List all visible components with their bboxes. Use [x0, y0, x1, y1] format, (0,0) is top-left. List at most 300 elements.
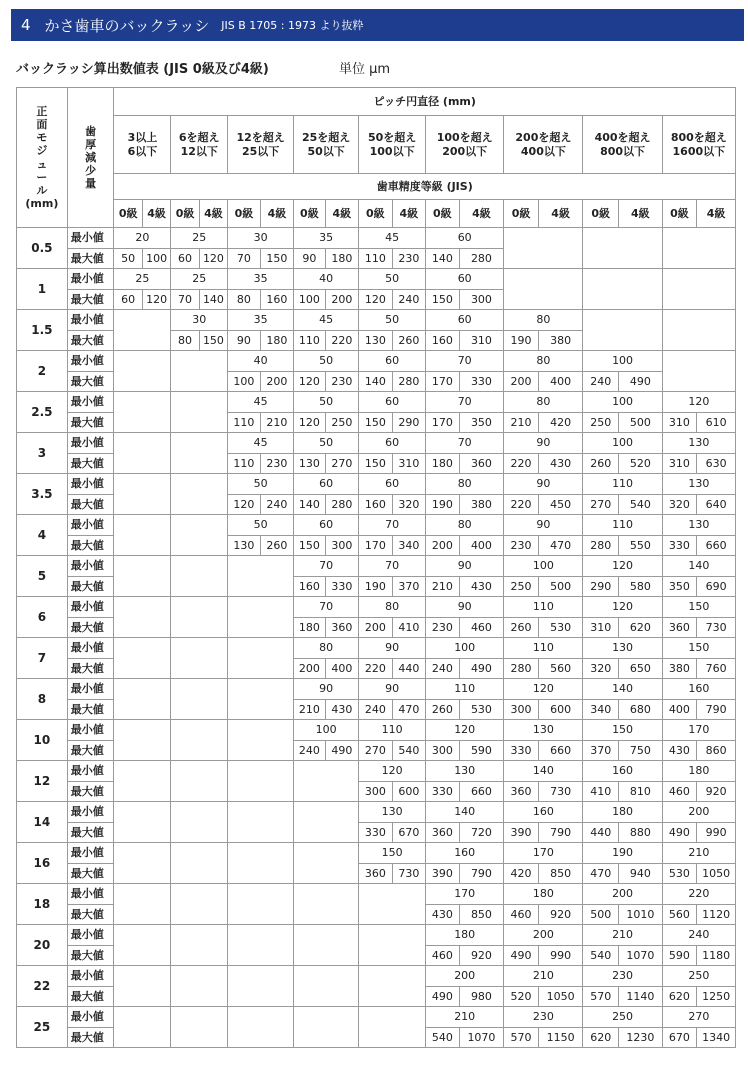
max-value-grade0: 120: [359, 289, 393, 310]
max-value-grade0: 360: [426, 822, 460, 843]
module-header-char: (mm): [25, 197, 59, 211]
max-value-grade4: 850: [538, 863, 583, 884]
max-value-grade4: 140: [199, 289, 227, 310]
max-value-grade4: 330: [325, 576, 359, 597]
max-value-grade0: 420: [504, 863, 539, 884]
min-value: 70: [294, 597, 359, 618]
max-value-grade0: 140: [294, 494, 325, 515]
empty-cell: [662, 228, 735, 269]
min-value: 150: [583, 720, 662, 741]
table-title: バックラッシ算出数値表 (JIS 0級及び4級): [16, 62, 269, 77]
pitch-range-line: 800を超え: [670, 131, 727, 145]
min-value: 120: [426, 720, 504, 741]
module-header-char: ー: [36, 170, 48, 184]
empty-cell: [171, 597, 228, 638]
table-row: [17, 515, 736, 536]
min-label: 最小値: [67, 638, 114, 659]
max-value-grade0: 190: [359, 576, 393, 597]
min-label: 最小値: [67, 515, 114, 536]
max-value-grade4: 380: [459, 494, 504, 515]
empty-cell: [359, 966, 426, 1007]
max-value-grade4: 310: [459, 330, 504, 351]
min-value: 25: [171, 228, 228, 249]
table-row: [17, 720, 736, 741]
max-label: 最大値: [67, 658, 114, 679]
min-value: 170: [662, 720, 735, 741]
empty-cell: [228, 843, 294, 884]
max-value-grade0: 180: [294, 617, 325, 638]
min-value: 140: [426, 802, 504, 823]
max-value-grade0: 240: [359, 699, 393, 720]
max-value-grade4: 430: [538, 453, 583, 474]
module-value: 10: [17, 720, 68, 761]
max-label: 最大値: [67, 535, 114, 556]
grade-0-header: 0級: [583, 200, 619, 228]
table-row: [17, 966, 736, 987]
max-value-grade0: 220: [504, 453, 539, 474]
max-value-grade4: 280: [459, 248, 504, 269]
max-value-grade0: 290: [583, 576, 619, 597]
max-value-grade0: 320: [662, 494, 697, 515]
pitch-range-line: 25以下: [241, 144, 280, 158]
min-value: 110: [504, 638, 583, 659]
empty-cell: [228, 761, 294, 802]
empty-cell: [583, 310, 662, 351]
max-label: 最大値: [67, 781, 114, 802]
max-value-grade4: 360: [325, 617, 359, 638]
max-value-grade4: 990: [538, 945, 583, 966]
min-value: 50: [359, 310, 426, 331]
max-value-grade0: 70: [228, 248, 260, 269]
empty-cell: [171, 638, 228, 679]
empty-cell: [662, 351, 735, 392]
table-row: [17, 597, 736, 618]
pitch-range-header: [504, 116, 583, 174]
min-label: 最小値: [67, 1007, 114, 1028]
thickness-header-char: 歯: [85, 124, 97, 138]
max-label: 最大値: [67, 289, 114, 310]
empty-cell: [171, 515, 228, 556]
max-value-grade4: 330: [459, 371, 504, 392]
min-label: 最小値: [67, 556, 114, 577]
module-value: 14: [17, 802, 68, 843]
max-value-grade4: 660: [459, 781, 504, 802]
max-value-grade4: 400: [459, 535, 504, 556]
max-value-grade0: 240: [583, 371, 619, 392]
grade-0-header: 0級: [228, 200, 260, 228]
empty-cell: [114, 679, 171, 720]
grade-4-header: 4級: [325, 200, 359, 228]
max-value-grade0: 270: [583, 494, 619, 515]
max-value-grade0: 150: [359, 412, 393, 433]
max-value-grade0: 300: [426, 740, 460, 761]
min-label: 最小値: [67, 392, 114, 413]
min-value: 160: [426, 843, 504, 864]
max-value-grade4: 470: [538, 535, 583, 556]
empty-cell: [114, 1007, 171, 1048]
max-value-grade0: 100: [294, 289, 325, 310]
max-value-grade4: 650: [619, 658, 663, 679]
max-value-grade0: 590: [662, 945, 697, 966]
min-label: 最小値: [67, 228, 114, 249]
max-value-grade0: 360: [662, 617, 697, 638]
max-label: 最大値: [67, 330, 114, 351]
min-value: 80: [426, 515, 504, 536]
max-value-grade4: 440: [392, 658, 426, 679]
min-value: 45: [294, 310, 359, 331]
max-value-grade0: 260: [426, 699, 460, 720]
pitch-range-line: 200以下: [442, 144, 488, 158]
max-value-grade0: 340: [583, 699, 619, 720]
max-value-grade4: 230: [325, 371, 359, 392]
accuracy-grade-header: 歯車精度等級 (JIS): [114, 174, 736, 200]
empty-cell: [504, 228, 583, 269]
max-label: 最大値: [67, 617, 114, 638]
min-value: 240: [662, 925, 735, 946]
max-value-grade0: 300: [504, 699, 539, 720]
module-header-char: ュ: [36, 157, 48, 171]
pitch-range-line: 100を超え: [436, 131, 493, 145]
max-label: 最大値: [67, 494, 114, 515]
max-value-grade4: 730: [392, 863, 426, 884]
max-value-grade4: 280: [392, 371, 426, 392]
max-value-grade0: 160: [426, 330, 460, 351]
max-value-grade4: 120: [142, 289, 170, 310]
pitch-range-line: 50を超え: [367, 131, 417, 145]
max-value-grade4: 980: [459, 986, 504, 1007]
max-value-grade4: 280: [325, 494, 359, 515]
empty-cell: [171, 884, 228, 925]
empty-cell: [171, 720, 228, 761]
module-column-header: [17, 88, 68, 228]
max-value-grade4: 1010: [619, 904, 663, 925]
max-label: 最大値: [67, 453, 114, 474]
grade-0-header: 0級: [504, 200, 539, 228]
max-value-grade0: 140: [426, 248, 460, 269]
max-value-grade4: 860: [697, 740, 736, 761]
max-value-grade4: 380: [538, 330, 583, 351]
max-value-grade4: 260: [260, 535, 294, 556]
max-value-grade0: 80: [228, 289, 260, 310]
min-value: 170: [504, 843, 583, 864]
min-value: 70: [426, 351, 504, 372]
min-value: 110: [583, 515, 662, 536]
max-label: 最大値: [67, 1027, 114, 1048]
max-value-grade0: 130: [228, 535, 260, 556]
max-value-grade0: 330: [504, 740, 539, 761]
empty-cell: [294, 1007, 359, 1048]
max-label: 最大値: [67, 945, 114, 966]
max-value-grade0: 200: [504, 371, 539, 392]
max-label: 最大値: [67, 248, 114, 269]
max-value-grade0: 130: [359, 330, 393, 351]
max-label: 最大値: [67, 904, 114, 925]
max-value-grade4: 790: [459, 863, 504, 884]
standard-reference: JIS B 1705 : 1973 より抜粋: [221, 19, 364, 32]
pitch-range-header: [228, 116, 294, 174]
max-value-grade4: 750: [619, 740, 663, 761]
max-value-grade0: 200: [294, 658, 325, 679]
empty-cell: [114, 843, 171, 884]
pitch-range-line: 3以上: [127, 131, 158, 145]
max-value-grade0: 150: [426, 289, 460, 310]
pitch-range-line: 100以下: [369, 144, 415, 158]
max-value-grade0: 100: [228, 371, 260, 392]
min-value: 160: [583, 761, 662, 782]
min-value: 60: [359, 474, 426, 495]
max-value-grade4: 240: [392, 289, 426, 310]
max-value-grade0: 60: [171, 248, 199, 269]
max-value-grade4: 630: [697, 453, 736, 474]
table-row: [17, 761, 736, 782]
max-label: 最大値: [67, 740, 114, 761]
min-value: 70: [294, 556, 359, 577]
pitch-range-line: 50以下: [307, 144, 345, 158]
min-value: 70: [359, 556, 426, 577]
module-header-char: ジ: [36, 144, 48, 158]
min-value: 60: [426, 228, 504, 249]
min-value: 140: [504, 761, 583, 782]
min-value: 210: [662, 843, 735, 864]
grade-4-header: 4級: [260, 200, 294, 228]
max-value-grade0: 670: [662, 1027, 697, 1048]
min-value: 230: [504, 1007, 583, 1028]
min-value: 150: [662, 638, 735, 659]
max-value-grade0: 570: [504, 1027, 539, 1048]
max-value-grade0: 530: [662, 863, 697, 884]
unit-label: 単位 μm: [339, 62, 391, 77]
max-value-grade0: 240: [294, 740, 325, 761]
min-value: 250: [583, 1007, 662, 1028]
max-value-grade4: 200: [325, 289, 359, 310]
max-value-grade0: 490: [504, 945, 539, 966]
table-row: [17, 679, 736, 700]
max-value-grade0: 490: [426, 986, 460, 1007]
empty-cell: [359, 1007, 426, 1048]
max-value-grade4: 1340: [697, 1027, 736, 1048]
min-value: 210: [583, 925, 662, 946]
module-header-char: ル: [36, 183, 48, 197]
min-value: 45: [359, 228, 426, 249]
empty-cell: [171, 761, 228, 802]
table-row: [17, 433, 736, 454]
empty-cell: [583, 228, 662, 269]
min-label: 最小値: [67, 310, 114, 331]
module-value: 12: [17, 761, 68, 802]
max-value-grade0: 350: [662, 576, 697, 597]
max-value-grade0: 280: [504, 658, 539, 679]
max-value-grade0: 330: [662, 535, 697, 556]
max-value-grade4: 590: [459, 740, 504, 761]
min-value: 100: [294, 720, 359, 741]
max-value-grade0: 620: [583, 1027, 619, 1048]
pitch-range-header: [171, 116, 228, 174]
module-value: 16: [17, 843, 68, 884]
min-value: 230: [583, 966, 662, 987]
min-value: 220: [662, 884, 735, 905]
table-row: [17, 884, 736, 905]
max-value-grade4: 200: [260, 371, 294, 392]
max-value-grade4: 120: [199, 248, 227, 269]
empty-cell: [228, 966, 294, 1007]
min-value: 140: [662, 556, 735, 577]
pitch-range-line: 12を超え: [236, 131, 285, 145]
max-value-grade4: 640: [697, 494, 736, 515]
table-row: [17, 392, 736, 413]
pitch-range-line: 6以下: [127, 144, 158, 158]
max-value-grade4: 1050: [538, 986, 583, 1007]
empty-cell: [171, 474, 228, 515]
max-value-grade4: 660: [538, 740, 583, 761]
max-label: 最大値: [67, 822, 114, 843]
pitch-range-line: 400以下: [520, 144, 566, 158]
min-value: 130: [662, 515, 735, 536]
module-value: 2.5: [17, 392, 68, 433]
max-value-grade0: 170: [426, 371, 460, 392]
table-row: [17, 351, 736, 372]
max-value-grade0: 260: [583, 453, 619, 474]
max-value-grade0: 170: [359, 535, 393, 556]
max-value-grade0: 60: [114, 289, 142, 310]
max-value-grade4: 230: [260, 453, 294, 474]
max-value-grade4: 600: [538, 699, 583, 720]
min-value: 35: [228, 269, 294, 290]
max-value-grade0: 230: [504, 535, 539, 556]
empty-cell: [114, 720, 171, 761]
min-value: 200: [504, 925, 583, 946]
empty-cell: [114, 310, 171, 351]
grade-0-header: 0級: [359, 200, 393, 228]
max-value-grade4: 530: [459, 699, 504, 720]
thickness-column-header: [67, 88, 114, 228]
min-value: 130: [662, 474, 735, 495]
min-value: 160: [662, 679, 735, 700]
max-value-grade0: 330: [359, 822, 393, 843]
thickness-header-char: 少: [85, 164, 97, 178]
pitch-range-line: 800以下: [600, 144, 646, 158]
min-label: 最小値: [67, 597, 114, 618]
min-value: 180: [426, 925, 504, 946]
max-value-grade0: 80: [171, 330, 199, 351]
max-value-grade4: 460: [459, 617, 504, 638]
min-label: 最小値: [67, 761, 114, 782]
max-value-grade0: 180: [426, 453, 460, 474]
max-value-grade0: 310: [662, 412, 697, 433]
max-value-grade4: 560: [538, 658, 583, 679]
module-value: 5: [17, 556, 68, 597]
thickness-header-char: 減: [85, 150, 97, 164]
grade-4-header: 4級: [199, 200, 227, 228]
empty-cell: [294, 925, 359, 966]
max-value-grade4: 540: [619, 494, 663, 515]
min-value: 100: [583, 351, 662, 372]
table-row: [17, 269, 736, 290]
max-value-grade4: 150: [199, 330, 227, 351]
module-value: 25: [17, 1007, 68, 1048]
min-value: 180: [662, 761, 735, 782]
max-value-grade0: 220: [359, 658, 393, 679]
max-value-grade0: 190: [504, 330, 539, 351]
min-label: 最小値: [67, 802, 114, 823]
min-value: 90: [294, 679, 359, 700]
thickness-header-char: 厚: [85, 137, 97, 151]
empty-cell: [228, 720, 294, 761]
max-value-grade0: 160: [359, 494, 393, 515]
section-number: 4: [21, 16, 31, 34]
min-value: 45: [228, 392, 294, 413]
max-value-grade4: 180: [325, 248, 359, 269]
max-value-grade4: 500: [619, 412, 663, 433]
max-value-grade4: 360: [459, 453, 504, 474]
max-value-grade0: 120: [228, 494, 260, 515]
grade-4-header: 4級: [538, 200, 583, 228]
max-value-grade0: 320: [583, 658, 619, 679]
min-label: 最小値: [67, 269, 114, 290]
module-value: 2: [17, 351, 68, 392]
max-value-grade0: 570: [583, 986, 619, 1007]
max-value-grade0: 540: [583, 945, 619, 966]
empty-cell: [662, 269, 735, 310]
min-value: 250: [662, 966, 735, 987]
min-label: 最小値: [67, 884, 114, 905]
min-value: 30: [171, 310, 228, 331]
max-value-grade4: 150: [260, 248, 294, 269]
max-value-grade4: 490: [619, 371, 663, 392]
grade-4-header: 4級: [619, 200, 663, 228]
empty-cell: [228, 679, 294, 720]
max-value-grade0: 500: [583, 904, 619, 925]
min-label: 最小値: [67, 474, 114, 495]
table-row: [17, 228, 736, 249]
module-header-char: 正: [36, 104, 48, 118]
pitch-range-header: [426, 116, 504, 174]
empty-cell: [114, 515, 171, 556]
pitch-range-line: 400を超え: [594, 131, 651, 145]
max-value-grade4: 490: [325, 740, 359, 761]
max-value-grade4: 1230: [619, 1027, 663, 1048]
grade-0-header: 0級: [426, 200, 460, 228]
min-value: 90: [504, 515, 583, 536]
max-value-grade4: 920: [538, 904, 583, 925]
empty-cell: [228, 597, 294, 638]
max-value-grade0: 440: [583, 822, 619, 843]
max-value-grade0: 360: [504, 781, 539, 802]
max-value-grade4: 430: [459, 576, 504, 597]
max-value-grade0: 90: [228, 330, 260, 351]
min-value: 60: [426, 269, 504, 290]
max-value-grade0: 430: [662, 740, 697, 761]
min-value: 170: [426, 884, 504, 905]
min-value: 100: [583, 392, 662, 413]
pitch-diameter-header: ピッチ円直径 (mm): [114, 88, 736, 116]
min-value: 120: [583, 556, 662, 577]
empty-cell: [359, 884, 426, 925]
max-value-grade4: 230: [392, 248, 426, 269]
min-value: 80: [359, 597, 426, 618]
max-value-grade4: 810: [619, 781, 663, 802]
empty-cell: [171, 1007, 228, 1048]
max-value-grade0: 210: [504, 412, 539, 433]
empty-cell: [114, 802, 171, 843]
max-value-grade4: 240: [260, 494, 294, 515]
max-value-grade4: 370: [392, 576, 426, 597]
max-value-grade4: 310: [392, 453, 426, 474]
empty-cell: [171, 679, 228, 720]
min-value: 200: [662, 802, 735, 823]
table-row: [17, 925, 736, 946]
empty-cell: [228, 925, 294, 966]
empty-cell: [171, 802, 228, 843]
